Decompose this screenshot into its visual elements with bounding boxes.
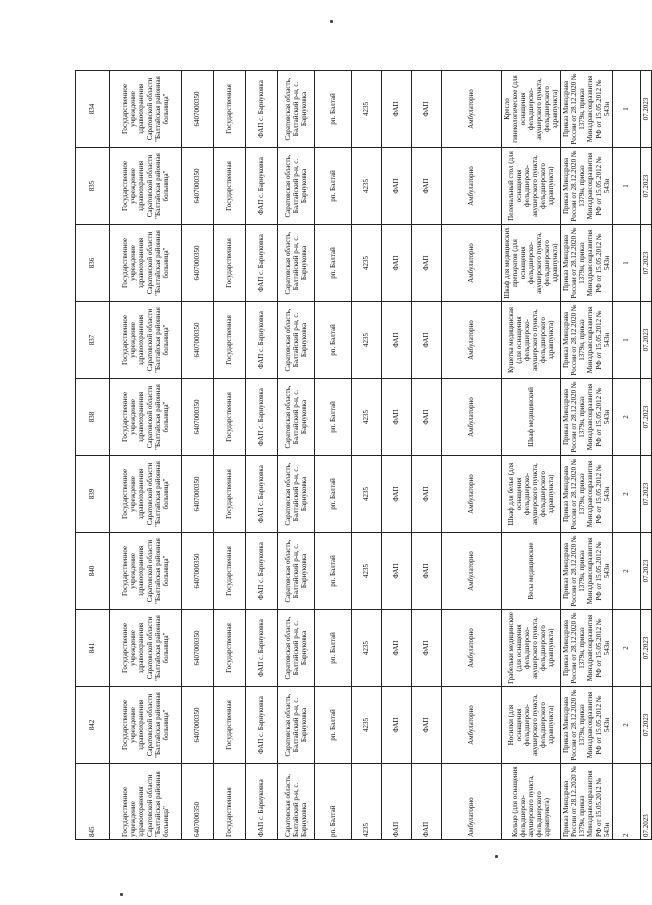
table-cell: 6407000350 — [182, 225, 214, 302]
table-cell: 2 — [612, 379, 640, 456]
table-cell: Амбулаторно — [442, 764, 502, 840]
table-cell: ФАП — [382, 456, 412, 533]
table-cell: Носилки (для оснащения фельдшерско-акушерского пункта, фельдшерского здравпункта) — [502, 687, 561, 764]
table-cell: Государственная — [214, 379, 246, 456]
table-cell: рп. Балтай — [315, 456, 352, 533]
table-cell: ФАП — [382, 533, 412, 610]
table-cell: Амбулаторно — [442, 610, 502, 687]
table-cell: рп. Балтай — [315, 764, 352, 840]
table-cell: 2 — [612, 610, 640, 687]
table-cell: 07.2023 — [640, 71, 651, 148]
table-cell: 07.2023 — [640, 456, 651, 533]
table-cell: 4235 — [352, 71, 382, 148]
table-cell: ФАП — [412, 225, 442, 302]
table-row — [315, 71, 352, 840]
table-row — [182, 71, 214, 840]
table-cell: 4235 — [352, 610, 382, 687]
table-cell: Государственная — [214, 225, 246, 302]
table-cell: Государственная — [214, 687, 246, 764]
table-cell: 2 — [612, 456, 640, 533]
table-cell: рп. Балтай — [315, 533, 352, 610]
table-cell: Саратовская область, Балтайский р-н, с. Барнуковка — [278, 148, 315, 225]
table-row — [352, 71, 382, 840]
table-cell: 4235 — [352, 764, 382, 840]
table-cell: 836 — [76, 225, 110, 302]
table-cell: Государственная — [214, 148, 246, 225]
scan-speck — [330, 20, 333, 23]
scan-speck — [120, 893, 123, 896]
table-cell: Саратовская область, Балтайский р-н, с. Барнуковка — [278, 379, 315, 456]
table-cell: 839 — [76, 456, 110, 533]
table-cell: ФАП с. Барнуковка — [246, 764, 278, 840]
table-cell: ФАП с. Барнуковка — [246, 71, 278, 148]
table-row — [382, 71, 412, 840]
table-cell: Саратовская область, Балтайский р-н, с. Барнуковка — [278, 533, 315, 610]
table-cell: рп. Балтай — [315, 148, 352, 225]
table-cell: Государственная — [214, 610, 246, 687]
table-cell: 07.2023 — [640, 225, 651, 302]
table-cell: 841 — [76, 610, 110, 687]
table-cell: ФАП — [382, 302, 412, 379]
table-cell: 6407000350 — [182, 764, 214, 840]
table-cell: ФАП — [412, 610, 442, 687]
table-cell: Кольцо (для оснащения фельдшерско-акушерского пункта, фельдшерского здравпункта) — [502, 764, 561, 840]
table-cell: Государственное учреждение здравоохранения Саратовской области "Балтайская районная больница" — [110, 610, 182, 687]
table-cell: Амбулаторно — [442, 71, 502, 148]
table-cell: ФАП — [412, 533, 442, 610]
table-cell: 4235 — [352, 533, 382, 610]
table-cell: ФАП — [382, 610, 412, 687]
table-cell: 838 — [76, 379, 110, 456]
table-cell: Саратовская область, Балтайский р-н, с. Барнуковка — [278, 71, 315, 148]
table-cell: ФАП — [412, 302, 442, 379]
table-cell: 834 — [76, 71, 110, 148]
table-cell: Амбулаторно — [442, 225, 502, 302]
table-cell: Амбулаторно — [442, 148, 502, 225]
table-cell: Саратовская область, Балтайский р-н, с. Барнуковка — [278, 456, 315, 533]
table-cell: 07.2023 — [640, 764, 651, 840]
table-cell: ФАП — [382, 71, 412, 148]
table-cell: 6407000350 — [182, 148, 214, 225]
table-cell: 840 — [76, 533, 110, 610]
table-cell: Саратовская область, Балтайский р-н, с. Барнуковка — [278, 302, 315, 379]
table-row — [110, 71, 182, 840]
table-cell: Амбулаторно — [442, 302, 502, 379]
rotated-table-container — [75, 70, 650, 840]
table-cell: ФАП с. Барнуковка — [246, 148, 278, 225]
table-cell: Приказ Минздрава России от 28.12.2020 № 1379н, приказ Минздравсоцразвития РФ от 15.05.2012 № 543н — [561, 225, 612, 302]
table-cell: Саратовская область, Балтайский р-н, с. Барнуковка — [278, 225, 315, 302]
table-cell: Грабельки медицинские (для оснащения фельдшерско-акушерского пункта, фельдшерского здравпункта) — [502, 610, 561, 687]
table-cell: Государственная — [214, 533, 246, 610]
table-cell: ФАП — [382, 225, 412, 302]
table-cell: ФАП — [412, 764, 442, 840]
table-cell: 07.2023 — [640, 610, 651, 687]
table-cell: Государственная — [214, 764, 246, 840]
table-row — [561, 71, 612, 840]
table-cell: Приказ Минздрава России от 28.12.2020 № 1379н, приказ Минздравсоцразвития РФ от 15.05.2012 № 543н — [561, 456, 612, 533]
table-cell: 6407000350 — [182, 687, 214, 764]
table-cell: Кресло гинекологическое (для оснащения фельдшерско-акушерского пункта, фельдшерского здравпункта) — [502, 71, 561, 148]
table-row — [412, 71, 442, 840]
table-cell: Приказ Минздрава России от 28.12.2020 № 1379н, приказ Минздравсоцразвития РФ от 15.05.2012 № 543н — [561, 379, 612, 456]
table-cell: ФАП с. Барнуковка — [246, 225, 278, 302]
table-cell: ФАП — [382, 148, 412, 225]
table-cell: Государственное учреждение здравоохранения Саратовской области "Балтайская районная больница" — [110, 456, 182, 533]
table-cell: ФАП с. Барнуковка — [246, 533, 278, 610]
table-cell: 1 — [612, 302, 640, 379]
table-cell: 6407000350 — [182, 456, 214, 533]
table-cell: Государственная — [214, 456, 246, 533]
table-cell: Шкаф для медицинских препаратов (для оснащения фельдшерско-акушерского пункта, фельдшерского здравпункта) — [502, 225, 561, 302]
table-cell: Шкаф медицинский — [502, 379, 561, 456]
table-cell: Государственное учреждение здравоохранения Саратовской области "Балтайская районная больница" — [110, 71, 182, 148]
table-cell: Амбулаторно — [442, 456, 502, 533]
table-cell: 6407000350 — [182, 610, 214, 687]
table-cell: 1 — [612, 148, 640, 225]
table-cell: Государственное учреждение здравоохранения Саратовской области "Балтайская районная больница" — [110, 764, 182, 840]
table-cell: ФАП с. Барнуковка — [246, 610, 278, 687]
table-cell: Государственное учреждение здравоохранения Саратовской области "Балтайская районная больница" — [110, 533, 182, 610]
table-row — [278, 71, 315, 840]
table-cell: Саратовская область, Балтайский р-н, с. Барнуковка — [278, 687, 315, 764]
table-cell: 845 — [76, 764, 110, 840]
table-cell: 07.2023 — [640, 379, 651, 456]
table-cell: Приказ Минздрава России от 28.12.2020 № 1379н, приказ Минздравсоцразвития РФ от 15.05.2012 № 543н — [561, 610, 612, 687]
table-cell: Амбулаторно — [442, 687, 502, 764]
table-row — [76, 71, 110, 840]
table-cell: Приказ Минздрава России от 28.12.2020 № 1379н, приказ Минздравсоцразвития РФ от 15.05.2012 № 543н — [561, 764, 612, 840]
table-cell: рп. Балтай — [315, 71, 352, 148]
table-cell: рп. Балтай — [315, 687, 352, 764]
table-cell: ФАП с. Барнуковка — [246, 379, 278, 456]
table-cell: ФАП — [412, 379, 442, 456]
table-cell: 07.2023 — [640, 687, 651, 764]
table-cell: Государственная — [214, 302, 246, 379]
table-cell: 4235 — [352, 456, 382, 533]
table-row — [640, 71, 651, 840]
table-cell: Государственное учреждение здравоохранения Саратовской области "Балтайская районная больница" — [110, 148, 182, 225]
table-cell: 4235 — [352, 379, 382, 456]
table-cell: 1 — [612, 225, 640, 302]
table-cell: ФАП — [412, 71, 442, 148]
table-cell: ФАП — [382, 687, 412, 764]
table-cell: 07.2023 — [640, 533, 651, 610]
table-row — [612, 71, 640, 840]
table-cell: Государственная — [214, 71, 246, 148]
table-cell: Приказ Минздрава России от 28.12.2020 № 1379н, приказ Минздравсоцразвития РФ от 15.05.2012 № 543н — [561, 148, 612, 225]
equipment-table — [75, 70, 652, 840]
table-cell: Государственное учреждение здравоохранения Саратовской области "Балтайская районная больница" — [110, 302, 182, 379]
table-cell: Амбулаторно — [442, 379, 502, 456]
table-cell: 4235 — [352, 687, 382, 764]
table-cell: ФАП — [412, 456, 442, 533]
table-cell: Приказ Минздрава России от 28.12.2020 № 1379н, приказ Минздравсоцразвития РФ от 15.05.2012 № 543н — [561, 302, 612, 379]
table-cell: рп. Балтай — [315, 225, 352, 302]
table-cell: ФАП — [382, 764, 412, 840]
table-cell: Саратовская область, Балтайский р-н, с. Барнуковка — [278, 610, 315, 687]
table-cell: Государственное учреждение здравоохранения Саратовской области "Балтайская районная больница" — [110, 687, 182, 764]
table-row — [442, 71, 502, 840]
table-cell: 4235 — [352, 148, 382, 225]
table-cell: Шкаф для белья (для оснащения фельдшерско-акушерского пункта, фельдшерского здравпункта) — [502, 456, 561, 533]
scan-speck — [495, 855, 498, 858]
table-cell: ФАП с. Барнуковка — [246, 302, 278, 379]
table-cell: 07.2023 — [640, 148, 651, 225]
table-cell: 842 — [76, 687, 110, 764]
table-cell: ФАП — [382, 379, 412, 456]
table-cell: Государственное учреждение здравоохранения Саратовской области "Балтайская районная больница" — [110, 225, 182, 302]
table-cell: Весы медицинские — [502, 533, 561, 610]
table-row — [214, 71, 246, 840]
table-cell: Пеленальный стол (для оснащения фельдшерско-акушерского пункта, фельдшерского здравпункта) — [502, 148, 561, 225]
table-cell: ФАП — [412, 687, 442, 764]
table-cell: ФАП с. Барнуковка — [246, 687, 278, 764]
table-cell: рп. Балтай — [315, 302, 352, 379]
table-cell: 4235 — [352, 302, 382, 379]
table-cell: рп. Балтай — [315, 610, 352, 687]
table-cell: 835 — [76, 148, 110, 225]
table-cell: 4235 — [352, 225, 382, 302]
table-cell: Государственное учреждение здравоохранения Саратовской области "Балтайская районная больница" — [110, 379, 182, 456]
table-body — [76, 71, 652, 840]
table-cell: 2 — [612, 687, 640, 764]
table-cell: рп. Балтай — [315, 379, 352, 456]
table-cell: 2 — [612, 533, 640, 610]
table-cell: Приказ Минздрава России от 28.12.2020 № 1379н, приказ Минздравсоцразвития РФ от 15.05.2012 № 543н — [561, 71, 612, 148]
table-row — [502, 71, 561, 840]
table-cell: ФАП с. Барнуковка — [246, 456, 278, 533]
table-cell: Приказ Минздрава России от 28.12.2020 № 1379н, приказ Минздравсоцразвития РФ от 15.05.2012 № 543н — [561, 533, 612, 610]
table-row — [246, 71, 278, 840]
table-cell: 6407000350 — [182, 379, 214, 456]
table-cell: 6407000350 — [182, 302, 214, 379]
table-cell: ФАП — [412, 148, 442, 225]
table-cell: 2 — [612, 764, 640, 840]
table-cell: 6407000350 — [182, 533, 214, 610]
table-cell: Кушетка медицинская (для оснащения фельдшерско-акушерского пункта, фельдшерского здравпункта) — [502, 302, 561, 379]
table-cell: 837 — [76, 302, 110, 379]
table-cell: Амбулаторно — [442, 533, 502, 610]
table-cell: 07.2023 — [640, 302, 651, 379]
table-cell: Приказ Минздрава России от 28.12.2020 № 1379н, приказ Минздравсоцразвития РФ от 15.05.2012 № 543н — [561, 687, 612, 764]
table-cell: 6407000350 — [182, 71, 214, 148]
table-cell: Саратовская область, Балтайский р-н, с. Барнуковка — [278, 764, 315, 840]
table-cell: 1 — [612, 71, 640, 148]
